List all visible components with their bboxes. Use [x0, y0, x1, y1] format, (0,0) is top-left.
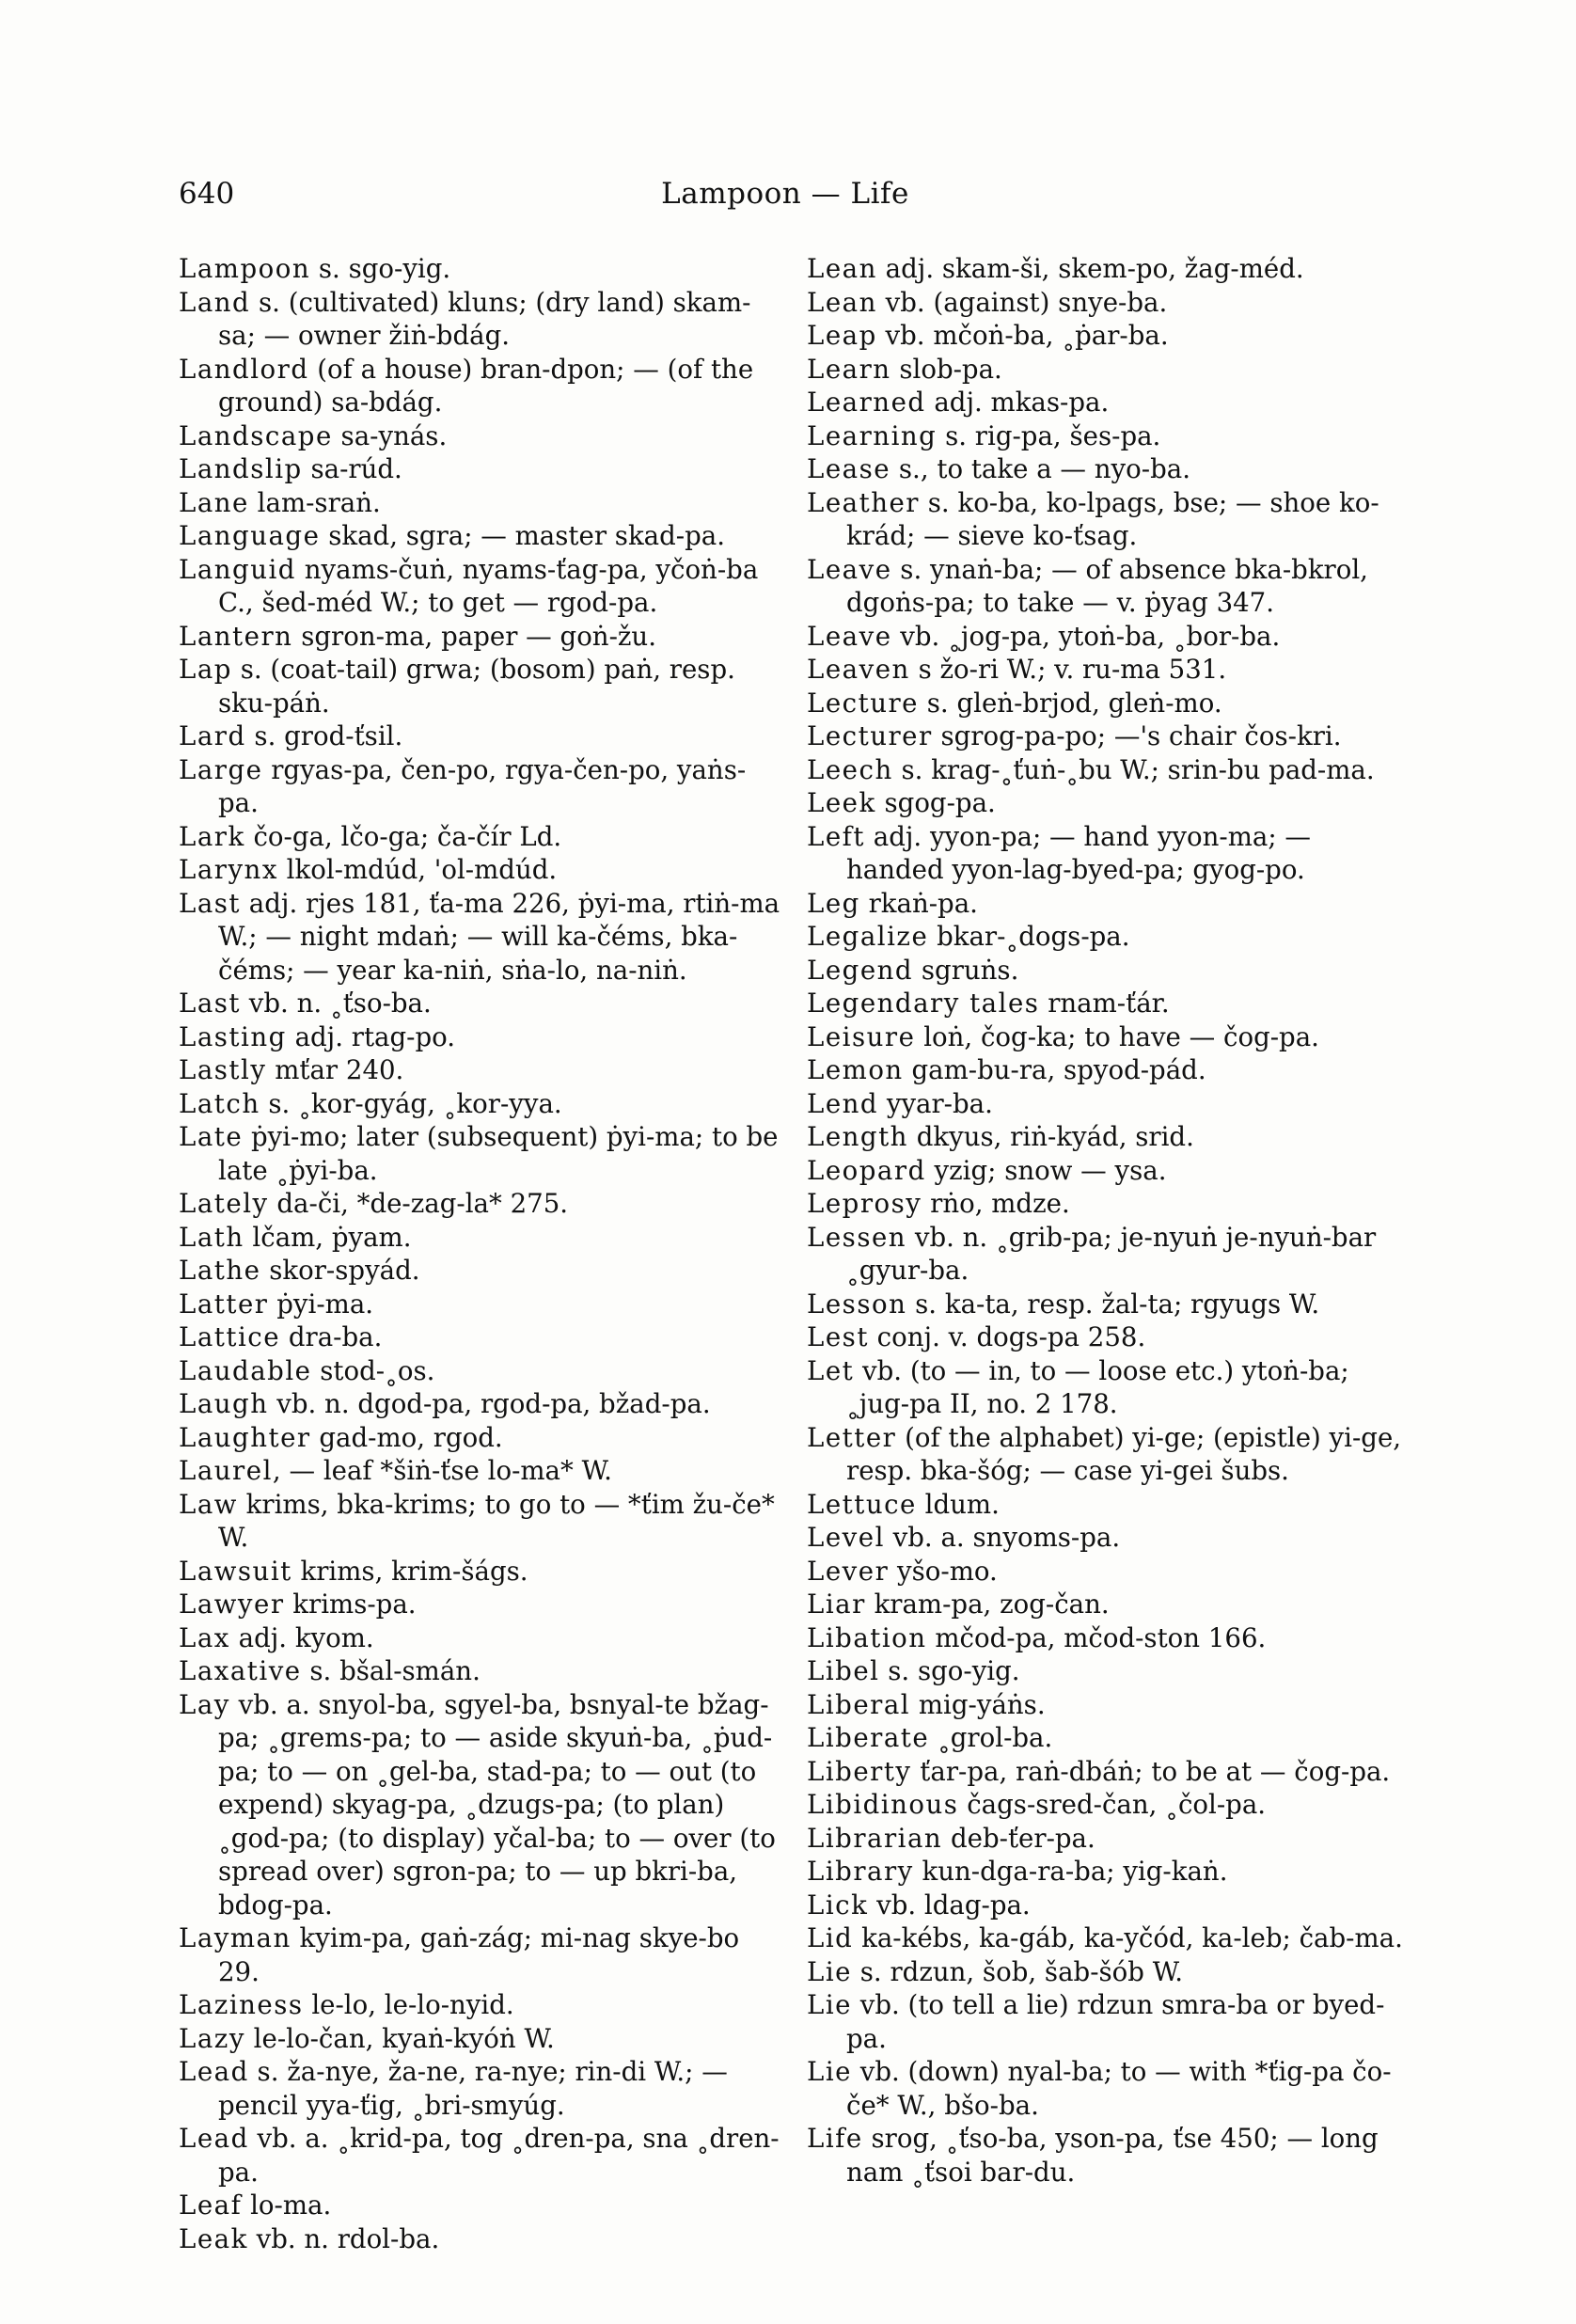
entry-headword: Lay: [179, 1688, 230, 1720]
entry-definition: kun-dga-ra-ba; yig-kaṅ.: [913, 1856, 1228, 1887]
dictionary-entry: [807, 1421, 1409, 1488]
dictionary-entry: [179, 1387, 785, 1421]
dictionary-entry: [807, 887, 1409, 921]
entry-definition: vb. a. ˳krid-pa, tog ˳dren-pa, sna ˳dren-pa.: [218, 2123, 780, 2188]
entry-definition: rgyas-pa, čen-po, rgya-čen-po, yaṅs-pa.: [218, 753, 747, 818]
entry-headword: Libation: [807, 1621, 927, 1653]
dictionary-entry: [179, 1053, 785, 1087]
entry-definition: sgog-pa.: [875, 787, 996, 818]
dictionary-entry: [179, 452, 785, 486]
entry-definition: vb. ldag-pa.: [868, 1889, 1031, 1921]
entry-headword: Level: [807, 1522, 885, 1553]
dictionary-entry: [179, 653, 785, 719]
entry-definition: vb. (down) nyal-ba; to — with *ťig-pa čo-če* W., bšo-ba.: [846, 2056, 1392, 2121]
entry-headword: Lathe: [179, 1255, 261, 1286]
dictionary-entry: [179, 987, 785, 1020]
dictionary-entry: [807, 1955, 1409, 1989]
dictionary-entry: [179, 1120, 785, 1187]
entry-definition: adj. mkas-pa.: [925, 387, 1110, 418]
entry-headword: Laugh: [179, 1388, 269, 1419]
entry-headword: Lead: [179, 2123, 249, 2154]
entry-headword: Letter: [807, 1421, 897, 1453]
dictionary-entry: [179, 1187, 785, 1221]
entry-definition: vb. (against) snye-ba.: [876, 286, 1168, 318]
entry-headword: Large: [179, 753, 263, 785]
entry-headword: Lemon: [807, 1054, 904, 1085]
dictionary-entry: [179, 2022, 785, 2056]
dictionary-entry: [179, 353, 785, 419]
entry-headword: Lark: [179, 820, 245, 852]
dictionary-entry: [179, 419, 785, 453]
entry-headword: Lessen: [807, 1221, 907, 1253]
entry-headword: Lend: [807, 1087, 879, 1119]
dictionary-entry: [179, 1288, 785, 1321]
dictionary-entry: [807, 252, 1409, 286]
entry-headword: Libel: [807, 1655, 880, 1686]
entry-definition: stod-˳os.: [311, 1354, 435, 1386]
entry-definition: sgron-ma, paper — goṅ-žu.: [292, 620, 656, 652]
entry-headword: Learning: [807, 419, 938, 451]
dictionary-entry: [179, 486, 785, 520]
entry-headword: Legend: [807, 954, 914, 986]
entry-headword: Leave: [807, 620, 892, 652]
dictionary-entry: [179, 1621, 785, 1655]
dictionary-entry: [807, 386, 1409, 419]
entry-headword: Leopard: [807, 1154, 926, 1186]
entry-definition: lo-ma.: [242, 2190, 332, 2221]
dictionary-entry: [179, 2189, 785, 2222]
entry-headword: Lie: [807, 1955, 852, 1987]
entry-definition: adj. kyom.: [229, 1621, 374, 1653]
entry-headword: Layman: [179, 1922, 292, 1953]
entry-definition: adj. skam-ši, skem-po, žag-méd.: [876, 253, 1304, 284]
dictionary-entry: [807, 1555, 1409, 1589]
entry-definition: sa-rúd.: [302, 453, 402, 484]
entry-headword: Lantern: [179, 620, 293, 652]
entry-headword: Lane: [179, 486, 249, 518]
dictionary-entry: [179, 2222, 785, 2256]
entry-headword: Lettuce: [807, 1488, 917, 1520]
entry-definition: , — leaf *šiṅ-ťse lo-ma* W.: [272, 1455, 612, 1486]
dictionary-entry: [807, 1320, 1409, 1354]
dictionary-entry: [179, 1221, 785, 1255]
dictionary-entry: [179, 1454, 785, 1488]
dictionary-entry: [807, 1488, 1409, 1522]
dictionary-entry: [179, 1555, 785, 1589]
entry-definition: s. gleṅ-brjod, gleṅ-mo.: [919, 687, 1222, 719]
entry-headword: Left: [807, 820, 865, 852]
entry-definition: ťar-pa, raṅ-dbáṅ; to be at — čog-pa.: [911, 1755, 1391, 1787]
dictionary-entry: [807, 687, 1409, 720]
entry-headword: Lecture: [807, 687, 919, 719]
entry-definition: s. rdzun, šob, šab-šób W.: [851, 1955, 1184, 1987]
entry-headword: Lasting: [179, 1020, 287, 1052]
entry-definition: rnam-ťár.: [1039, 988, 1170, 1019]
dictionary-entry: [179, 1421, 785, 1455]
dictionary-entry: [179, 1488, 785, 1555]
dictionary-entry: [179, 1087, 785, 1121]
entry-headword: Lard: [179, 720, 246, 751]
entry-headword: Leave: [807, 553, 892, 585]
entry-definition: loṅ, čog-ka; to have — čog-pa.: [915, 1020, 1319, 1052]
entry-definition: vb. n. rdol-ba.: [247, 2222, 440, 2254]
entry-definition: yšo-mo.: [889, 1555, 998, 1587]
dictionary-entry: [807, 719, 1409, 753]
entry-definition: mig-yáṅs.: [910, 1688, 1046, 1720]
entry-definition: ldum.: [916, 1488, 1000, 1520]
entry-headword: Lawsuit: [179, 1555, 292, 1587]
entry-definition: ka-kébs, ka-gáb, ka-yčód, ka-leb; čab-ma.: [853, 1922, 1403, 1953]
entry-headword: Law: [179, 1488, 238, 1520]
entry-definition: le-lo-čan, kyaṅ-kyóṅ W.: [244, 2022, 555, 2054]
entry-definition: mčod-pa, mčod-ston 166.: [926, 1621, 1267, 1653]
dictionary-entry: [179, 887, 785, 988]
entry-definition: sgrog-pa-po; —'s chair čos-kri.: [932, 720, 1342, 751]
entry-headword: Lastly: [179, 1054, 267, 1085]
dictionary-entry: [807, 954, 1409, 988]
left-column: [179, 252, 785, 2255]
entry-headword: Lawyer: [179, 1589, 285, 1620]
dictionary-entry: [179, 1588, 785, 1621]
entry-headword: Laurel: [179, 1455, 273, 1486]
entry-definition: krims, krim-šágs.: [292, 1555, 528, 1587]
running-head: Lampoon — Life: [661, 177, 909, 211]
dictionary-entry: [807, 1889, 1409, 1922]
entry-definition: yzig; snow — ysa.: [925, 1154, 1167, 1186]
dictionary-entry: [807, 620, 1409, 654]
entry-definition: adj. yyon-pa; — hand yyon-ma; — handed yyon-lag-byed-pa; gyog-po.: [846, 820, 1311, 885]
entry-definition: s. rig-pa, šes-pa.: [937, 419, 1161, 451]
entry-headword: Let: [807, 1354, 855, 1386]
dictionary-entry: [179, 1320, 785, 1354]
dictionary-entry: [807, 1588, 1409, 1621]
entry-headword: Librarian: [807, 1822, 943, 1854]
entry-definition: lčam, ṗyam.: [244, 1221, 412, 1253]
entry-definition: bkar-˳dogs-pa.: [928, 921, 1130, 952]
entry-definition: adj. rjes 181, ťa-ma 226, ṗyi-ma, rtiṅ-ma W.; — night mdaṅ; — will ka-čéms, bka-čéms; — year ka-niṅ, sṅa-lo, na-niṅ.: [218, 887, 780, 986]
entry-headword: Latch: [179, 1087, 260, 1119]
entry-headword: Language: [179, 520, 321, 551]
entry-definition: srog, ˳ťso-ba, yson-pa, ťse 450; — long nam ˳ťsoi bar-du.: [846, 2123, 1379, 2188]
entry-definition: rṅo, mdze.: [922, 1188, 1070, 1219]
entry-definition: ṗyi-ma.: [268, 1288, 374, 1320]
entry-definition: vb. n. dgod-pa, rgod-pa, bžad-pa.: [268, 1388, 711, 1419]
entry-definition: nyams-čuṅ, nyams-ťag-pa, yčoṅ-ba C., šed-méd W.; to get — rgod-pa.: [218, 553, 759, 618]
entry-definition: (of a house) bran-dpon; — (of the ground) sa-bdág.: [218, 353, 754, 418]
entry-headword: Leg: [807, 887, 860, 919]
entry-headword: Lick: [807, 1889, 869, 1921]
entry-headword: Liar: [807, 1589, 866, 1620]
entry-headword: Lid: [807, 1922, 854, 1953]
dictionary-entry: [807, 1087, 1409, 1121]
dictionary-entry: [807, 786, 1409, 820]
entry-headword: Lath: [179, 1221, 244, 1253]
entry-definition: s. ko-ba, ko-lpags, bse; — shoe ko-krád; — sieve ko-ťsag.: [846, 486, 1379, 551]
entry-headword: Lecturer: [807, 720, 933, 751]
entry-definition: vb. mčoṅ-ba, ˳ṗar-ba.: [876, 320, 1169, 351]
entry-headword: Languid: [179, 553, 296, 585]
entry-definition: deb-ťer-pa.: [942, 1822, 1095, 1854]
entry-headword: Lease: [807, 453, 891, 484]
dictionary-entry: [807, 553, 1409, 620]
dictionary-entry: [807, 486, 1409, 553]
page-number: 640: [179, 177, 235, 211]
entry-headword: Laxative: [179, 1655, 302, 1686]
entry-headword: Latter: [179, 1288, 269, 1320]
dictionary-entry: [807, 1053, 1409, 1087]
entry-headword: Laziness: [179, 1989, 304, 2020]
dictionary-entry: [179, 252, 785, 286]
entry-definition: lkol-mdúd, 'ol-mdúd.: [277, 854, 558, 885]
entry-definition: mťar 240.: [266, 1054, 404, 1085]
dictionary-entry: [807, 1788, 1409, 1822]
entry-headword: Last: [179, 988, 242, 1019]
entry-headword: Legendary tales: [807, 988, 1040, 1019]
entry-headword: Lesson: [807, 1288, 907, 1320]
entry-definition: yyar-ba.: [878, 1087, 993, 1119]
dictionary-entry: [179, 553, 785, 620]
entry-headword: Lie: [807, 2056, 852, 2087]
dictionary-entry: [179, 1254, 785, 1288]
entry-definition: s. krag-˳ťuṅ-˳bu W.; srin-bu pad-ma.: [892, 753, 1375, 785]
entry-definition: krims-pa.: [284, 1589, 417, 1620]
entry-definition: dra-ba.: [280, 1321, 383, 1352]
entry-headword: Liberty: [807, 1755, 912, 1787]
dictionary-entry: [807, 1822, 1409, 1856]
dictionary-entry: [179, 1654, 785, 1688]
entry-headword: Landslip: [179, 453, 303, 484]
entry-definition: s. ža-nye, ža-ne, ra-nye; rin-di W.; — pencil yya-ťig, ˳bri-smyúg.: [218, 2056, 728, 2121]
entry-headword: Lampoon: [179, 253, 311, 284]
entry-headword: Life: [807, 2123, 863, 2154]
entry-definition: vb. a. snyoms-pa.: [884, 1522, 1121, 1553]
entry-headword: Leech: [807, 753, 893, 785]
right-column: [807, 252, 1409, 2189]
entry-headword: Liberate: [807, 1722, 930, 1753]
entry-definition: ṗyi-mo; later (subsequent) ṗyi-ma; to be late ˳ṗyi-ba.: [218, 1121, 779, 1186]
entry-headword: Lead: [179, 2056, 249, 2087]
dictionary-entry: [807, 286, 1409, 320]
entry-headword: Lean: [807, 286, 877, 318]
dictionary-entry: [807, 1855, 1409, 1889]
entry-headword: Landscape: [179, 419, 333, 451]
entry-headword: Larynx: [179, 854, 278, 885]
entry-definition: vb. ˳jog-pa, ytoṅ-ba, ˳bor-ba.: [891, 620, 1281, 652]
entry-headword: Leather: [807, 486, 920, 518]
dictionary-entry: [807, 1521, 1409, 1555]
entry-definition: adj. rtag-po.: [286, 1020, 456, 1052]
dictionary-entry: [807, 1288, 1409, 1321]
dictionary-entry: [807, 419, 1409, 453]
entry-definition: da-či, *de-zag-la* 275.: [268, 1188, 569, 1219]
dictionary-entry: [807, 1921, 1409, 1955]
entry-headword: Leek: [807, 787, 876, 818]
entry-definition: s. (coat-tail) grwa; (bosom) paṅ, resp. sku-páṅ.: [218, 654, 735, 719]
entry-definition: s. sgo-yig.: [879, 1655, 1020, 1686]
entry-definition: kyim-pa, gaṅ-zág; mi-nag skye-bo 29.: [218, 1922, 740, 1987]
dictionary-entry: [807, 1755, 1409, 1789]
entry-definition: kram-pa, zog-čan.: [865, 1589, 1110, 1620]
entry-definition: s. ynaṅ-ba; — of absence bka-bkrol, dgoṅs-pa; to take — v. ṗyag 347.: [846, 553, 1368, 618]
entry-headword: Leaven: [807, 654, 910, 685]
entry-definition: krims, bka-krims; to go to — *ťim žu-če* W.: [218, 1488, 775, 1553]
entry-headword: Lately: [179, 1188, 269, 1219]
entry-definition: dkyus, riṅ-kyád, srid.: [907, 1121, 1194, 1152]
entry-headword: Lever: [807, 1555, 890, 1587]
dictionary-entry: [179, 2055, 785, 2122]
dictionary-entry: [179, 853, 785, 887]
entry-headword: Learned: [807, 387, 926, 418]
dictionary-entry: [807, 653, 1409, 687]
entry-headword: Lean: [807, 253, 877, 284]
entry-headword: Lest: [807, 1321, 869, 1352]
entry-headword: Lax: [179, 1621, 230, 1653]
entry-headword: Liberal: [807, 1688, 911, 1720]
entry-definition: sgruṅs.: [913, 954, 1019, 986]
entry-definition: s. (cultivated) kluns; (dry land) skam-sa; — owner žiṅ-bdág.: [218, 286, 751, 351]
entry-definition: s. bšal-smán.: [301, 1655, 481, 1686]
dictionary-entry: [179, 1921, 785, 1988]
dictionary-entry: [807, 2055, 1409, 2122]
entry-definition: (of the alphabet) yi-ge; (epistle) yi-ge, resp. bka-šóg; — case yi-gei šubs.: [846, 1421, 1402, 1486]
dictionary-entry: [807, 1020, 1409, 1054]
entry-definition: sa-ynás.: [332, 419, 448, 451]
entry-definition: gad-mo, rgod.: [310, 1421, 503, 1453]
entry-headword: Legalize: [807, 921, 929, 952]
entry-definition: vb. (to tell a lie) rdzun smra-ba or byed-pa.: [846, 1989, 1385, 2054]
entry-headword: Lattice: [179, 1321, 281, 1352]
dictionary-entry: [807, 820, 1409, 887]
entry-headword: Lazy: [179, 2022, 245, 2054]
dictionary-entry: [807, 753, 1409, 787]
entry-headword: Leisure: [807, 1020, 916, 1052]
entry-definition: conj. v. dogs-pa 258.: [868, 1321, 1146, 1352]
dictionary-entry: [807, 1621, 1409, 1655]
entry-definition: vb. (to — in, to — loose etc.) ytoṅ-ba; ˳jug-pa II, no. 2 178.: [846, 1354, 1349, 1419]
entry-headword: Laudable: [179, 1354, 312, 1386]
dictionary-entry: [807, 987, 1409, 1020]
entry-definition: vb. n. ˳ťso-ba.: [241, 988, 432, 1019]
entry-headword: Libidinous: [807, 1789, 959, 1820]
dictionary-entry: [179, 1020, 785, 1054]
entry-definition: ˳grol-ba.: [929, 1722, 1053, 1753]
entry-definition: s., to take a — nyo-ba.: [890, 453, 1190, 484]
entry-headword: Laughter: [179, 1421, 311, 1453]
entry-definition: skad, sgra; — master skad-pa.: [320, 520, 726, 551]
dictionary-entry: [807, 1120, 1409, 1154]
entry-definition: s. sgo-yig.: [310, 253, 451, 284]
dictionary-entry: [179, 1988, 785, 2022]
entry-headword: Late: [179, 1121, 244, 1152]
entry-headword: Leap: [807, 320, 877, 351]
dictionary-entry: [807, 1654, 1409, 1688]
dictionary-entry: [179, 2122, 785, 2189]
dictionary-entry: [807, 1354, 1409, 1421]
entry-definition: s. grod-ťsil.: [245, 720, 403, 751]
dictionary-entry: [179, 1354, 785, 1388]
dictionary-entry: [807, 319, 1409, 353]
entry-headword: Length: [807, 1121, 908, 1152]
dictionary-entry: [179, 519, 785, 553]
dictionary-entry: [807, 1688, 1409, 1722]
dictionary-entry: [179, 719, 785, 753]
entry-definition: čo-ga, lčo-ga; ča-čír Ld.: [244, 820, 562, 852]
entry-definition: vb. n. ˳grib-pa; je-nyuṅ je-nyuṅ-bar ˳gyur-ba.: [846, 1221, 1377, 1286]
entry-definition: s žo-ri W.; v. ru-ma 531.: [909, 654, 1227, 685]
dictionary-entry: [807, 920, 1409, 954]
entry-definition: le-lo, le-lo-nyid.: [303, 1989, 514, 2020]
entry-headword: Leak: [179, 2222, 248, 2254]
dictionary-entry: [179, 620, 785, 654]
dictionary-entry: [807, 1154, 1409, 1188]
dictionary-entry: [807, 1721, 1409, 1755]
entry-definition: s. ˳kor-gyág, ˳kor-yya.: [260, 1087, 562, 1119]
entry-headword: Leaf: [179, 2190, 243, 2221]
entry-headword: Leprosy: [807, 1188, 922, 1219]
entry-definition: s. ka-ta, resp. žal-ta; rgyugs W.: [906, 1288, 1320, 1320]
page-header: [179, 177, 1392, 233]
dictionary-entry: [807, 1221, 1409, 1288]
dictionary-entry: [807, 1187, 1409, 1221]
dictionary-entry: [179, 1688, 785, 1922]
dictionary-entry: [179, 286, 785, 353]
entry-headword: Land: [179, 286, 251, 318]
dictionary-entry: [807, 452, 1409, 486]
entry-definition: lam-sraṅ.: [248, 486, 381, 518]
entry-definition: čags-sred-čan, ˳čol-pa.: [958, 1789, 1267, 1820]
entry-headword: Library: [807, 1856, 914, 1887]
entry-definition: slob-pa.: [890, 353, 1002, 385]
dictionary-entry: [179, 753, 785, 820]
entry-definition: gam-bu-ra, spyod-pád.: [903, 1054, 1206, 1085]
entry-definition: skor-spyád.: [260, 1255, 420, 1286]
entry-definition: rkaṅ-pa.: [859, 887, 978, 919]
entry-headword: Lap: [179, 654, 232, 685]
entry-headword: Landlord: [179, 353, 309, 385]
dictionary-entry: [179, 820, 785, 854]
entry-headword: Lie: [807, 1989, 852, 2020]
entry-headword: Last: [179, 887, 242, 919]
entry-definition: vb. a. snyol-ba, sgyel-ba, bsnyal-te bžag-pa; ˳grems-pa; to — aside skyuṅ-ba, ˳ṗud-pa; to — on ˳gel-ba, stad-pa; to — out (to expend) skyag-pa, ˳dzugs-pa; (to plan) ˳god-pa; (to display) yčal-ba; to — over (to spread over) sgron-pa; to — up bkri-ba, bdog-pa.: [218, 1688, 776, 1921]
dictionary-entry: [807, 1988, 1409, 2055]
dictionary-entry: [807, 2122, 1409, 2189]
dictionary-entry: [807, 353, 1409, 387]
entry-headword: Learn: [807, 353, 891, 385]
